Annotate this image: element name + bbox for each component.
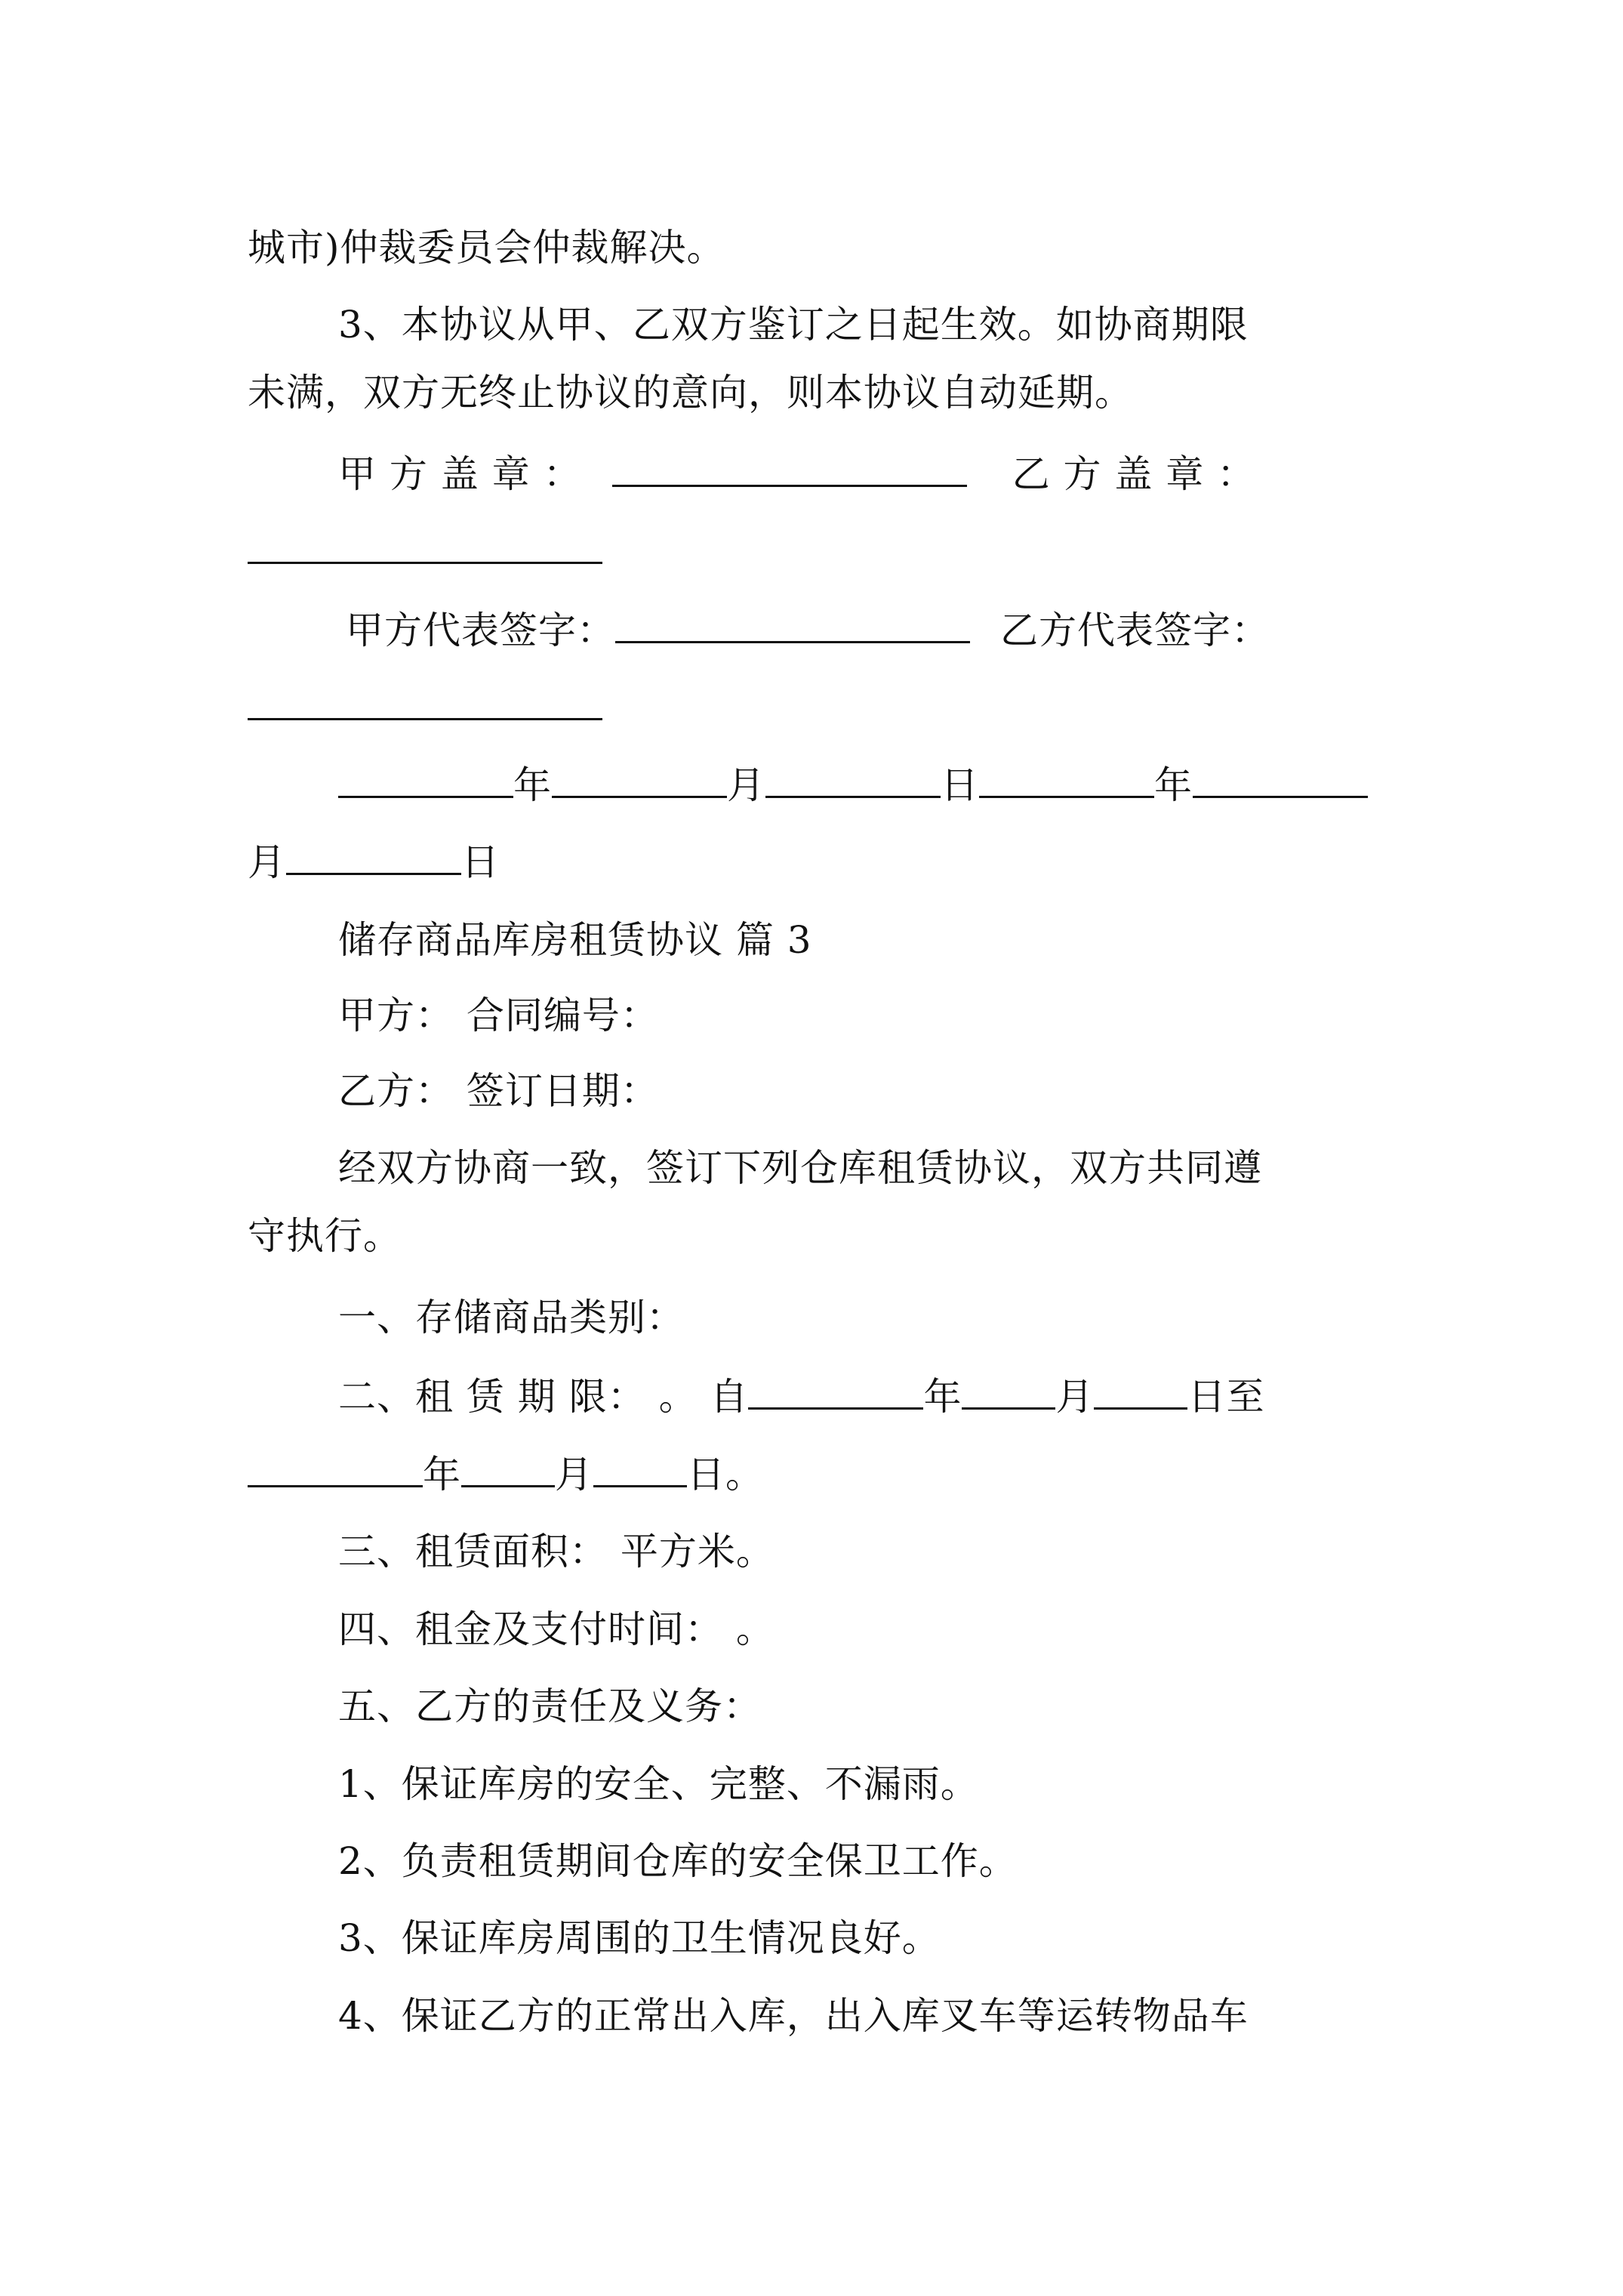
date-blank (979, 752, 1154, 798)
lease-blank (748, 1364, 923, 1410)
party-a-line: 甲方： 合同编号： (338, 994, 659, 1037)
date-year: 年 (1154, 763, 1193, 807)
party-b-line: 乙方： 签订日期： (338, 1069, 659, 1113)
clause-5: 五、乙方的责任及义务： (338, 1684, 762, 1728)
duty-2: 2、负责租赁期间仓库的安全保卫工作。 (338, 1839, 1018, 1883)
date-month: 月 (248, 840, 286, 884)
text-line: 经双方协商一致，签订下列仓库租赁协议，双方共同遵 (338, 1146, 1262, 1190)
lease-blank (461, 1441, 555, 1487)
lease-year: 年 (423, 1453, 461, 1496)
text-line: 城市)仲裁委员会仲裁解决。 (248, 226, 725, 270)
duty-4: 4、保证乙方的正常出入库，出入库叉车等运转物品车 (338, 1994, 1249, 2038)
party-a-seal-label: 甲 方 盖 章 ： (338, 452, 582, 496)
date-blank (765, 752, 941, 798)
text-line: 未满，双方无终止协议的意向，则本协议自动延期。 (248, 371, 1133, 415)
lease-blank (962, 1364, 1055, 1410)
text-line: 3、本协议从甲、乙双方鉴订之日起生效。如协商期限 (338, 303, 1249, 347)
date-line (338, 751, 1380, 819)
date-blank (1193, 752, 1368, 798)
date-day: 日 (461, 840, 500, 884)
date-blank (286, 829, 461, 875)
clause-1: 一、存储商品类别： (338, 1296, 685, 1339)
clause-2 (338, 1363, 1380, 1431)
clause-2-cont (248, 1441, 1380, 1509)
seal-line (248, 440, 1380, 508)
date-blank (338, 752, 513, 798)
lease-term-label: 二、租 赁 期 限： 。 自 (338, 1375, 749, 1419)
party-a-rep-label: 甲方代表签字： (346, 609, 615, 652)
party-b-seal-blank (248, 518, 602, 564)
lease-day: 日。 (687, 1453, 764, 1496)
party-a-rep-blank (615, 597, 970, 643)
date-day: 日 (941, 763, 979, 807)
date-year: 年 (513, 763, 552, 807)
seal-blank-line (248, 517, 1380, 585)
text-line: 守执行。 (248, 1214, 402, 1258)
lease-day-to: 日至 (1187, 1375, 1265, 1419)
rep-blank-line (248, 673, 1380, 741)
duty-1: 1、保证库房的安全、完整、不漏雨。 (338, 1762, 979, 1806)
duty-3: 3、保证库房周围的卫生情况良好。 (338, 1916, 941, 1960)
lease-month: 月 (555, 1453, 593, 1496)
clause-3: 三、租赁面积： 平方米。 (338, 1530, 775, 1573)
date-line-2 (248, 828, 1380, 896)
party-b-rep-label: 乙方代表签字： (1000, 609, 1270, 652)
date-blank (552, 752, 727, 798)
lease-month: 月 (1055, 1375, 1095, 1419)
lease-blank (248, 1441, 423, 1487)
party-a-seal-blank (612, 441, 967, 487)
section-title: 储存商品库房租赁协议 篇 3 (338, 918, 812, 962)
lease-blank (593, 1441, 687, 1487)
date-month: 月 (727, 763, 765, 807)
rep-line (248, 596, 1380, 664)
lease-blank (1094, 1364, 1187, 1410)
party-b-seal-label: 乙 方 盖 章 ： (1012, 452, 1256, 496)
party-b-rep-blank (248, 674, 602, 720)
lease-year: 年 (923, 1375, 962, 1419)
clause-4: 四、租金及支付时间： 。 (338, 1607, 775, 1651)
